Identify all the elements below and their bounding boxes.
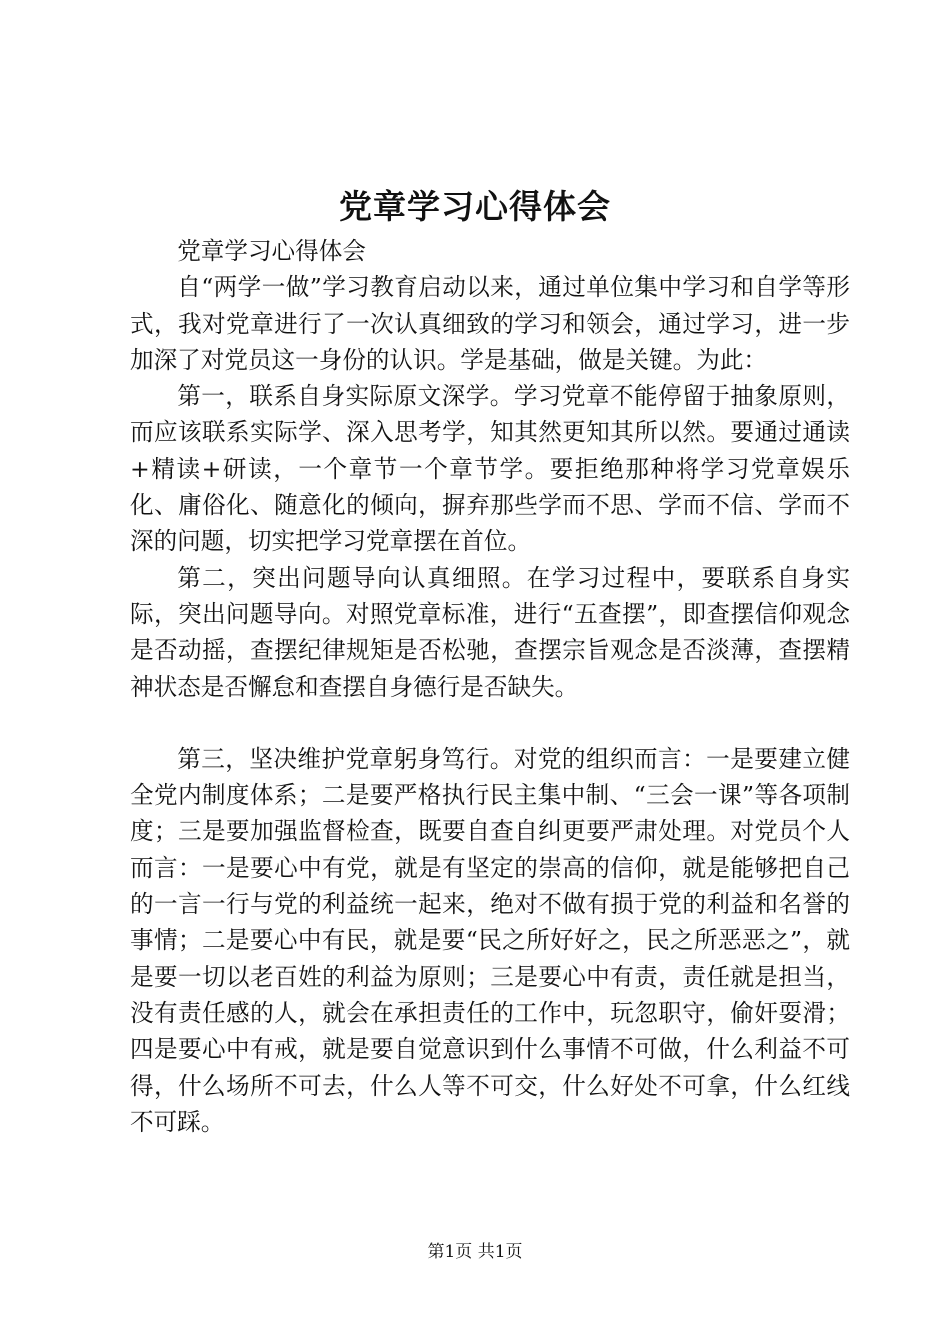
document-body — [130, 233, 850, 1140]
paragraph-intro: 自“两学一做”学习教育启动以来，通过单位集中学习和自学等形式，我对党章进行了一次认真细致的学习和领会，通过学习，进一步加深了对党员这一身份的认识。学是基础，做是关键。为此： — [130, 273, 850, 374]
document-title: 党章学习心得体会 — [339, 187, 611, 226]
paragraph-first: 第一，联系自身实际原文深学。学习党章不能停留于抽象原则，而应该联系实际学、深入思考学，知其然更知其所以然。要通过通读+精读+研读，一个章节一个章节学。要拒绝那种将学习党章娱乐化、庸俗化、随意化的倾向，摒弃那些学而不思、学而不信、学而不深的问题，切实把学习党章摆在首位。 — [130, 382, 850, 556]
page-footer: 第1页 共1页 — [427, 1242, 523, 1262]
paragraph-third: 第三，坚决维护党章躬身笃行。对党的组织而言：一是要建立健全党内制度体系；二是要严格执行民主集中制、“三会一课”等各项制度；三是要加强监督检查，既要自查自纠更要严肃处理。对党员个人而言：一是要心中有党，就是有坚定的崇高的信仰，就是能够把自己的一言一行与党的利益统一起来，绝对不做有损于党的利益和名誉的事情；二是要心中有民，就是要“民之所好好之，民之所恶恶之”，就是要一切以老百姓的利益为原则；三是要心中有责，责任就是担当，没有责任感的人，就会在承担责任的工作中，玩忽职守，偷奸耍滑；四是要心中有戒，就是要自觉意识到什么事情不可做，什么利益不可得，什么场所不可去，什么人等不可交，什么好处不可拿，什么红线不可踩。 — [130, 744, 850, 1136]
document-subtitle: 党章学习心得体会 — [177, 237, 366, 265]
paragraph-second: 第二，突出问题导向认真细照。在学习过程中，要联系自身实际，突出问题导向。对照党章标准，进行“五查摆”，即查摆信仰观念是否动摇，查摆纪律规矩是否松驰，查摆宗旨观念是否淡薄，查摆精神状态是否懈怠和查摆自身德行是否缺失。 — [130, 563, 850, 701]
